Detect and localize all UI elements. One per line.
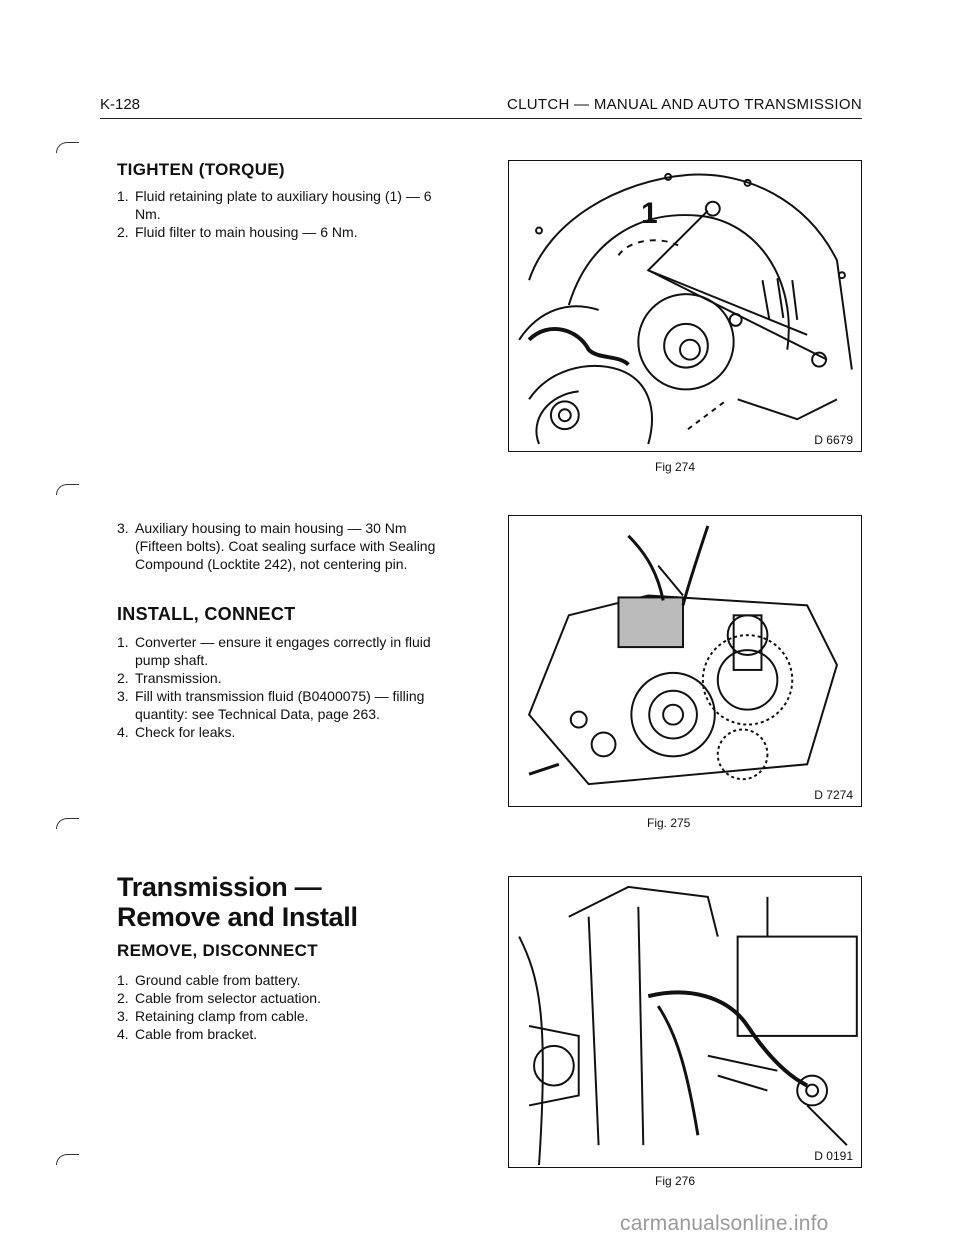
figure-274 [508, 160, 862, 452]
tighten-steps-b [117, 519, 452, 573]
list-item: 2. Cable from selector actuation. [117, 990, 321, 1006]
list-item: 3. Retaining clamp from cable. [117, 1008, 309, 1024]
list-item: 2. Transmission. [117, 670, 222, 686]
margin-mark [56, 142, 79, 153]
watermark-text: carmanualsonline.info [620, 1212, 829, 1235]
engine-bay-illustration [509, 877, 861, 1167]
install-heading: INSTALL, CONNECT [117, 604, 296, 624]
list-item: 1. Converter — ensure it engages correctly in fluid pump shaft. [117, 634, 431, 668]
margin-mark [56, 1154, 79, 1165]
list-item: 1. Ground cable from battery. [117, 972, 301, 988]
remove-steps [117, 971, 452, 1043]
list-item: 4. Check for leaks. [117, 724, 236, 740]
section-header-title: CLUTCH — MANUAL AND AUTO TRANSMISSION [506, 96, 862, 113]
housing-illustration [509, 161, 861, 451]
list-item: 2. Fluid filter to main housing — 6 Nm. [117, 224, 358, 240]
figure-code: D 7274 [814, 788, 853, 802]
margin-mark [56, 818, 79, 829]
figure-code: D 6679 [814, 433, 853, 447]
figure-code: D 0191 [814, 1149, 853, 1163]
figure-caption: Fig 276 [655, 1174, 696, 1188]
page-header [100, 96, 862, 119]
list-item: 3. Fill with transmission fluid (B0400075) — filling quantity: see Technical Data, page 263. [117, 688, 425, 722]
figure-caption: Fig 274 [655, 460, 696, 474]
tighten-heading: TIGHTEN (TORQUE) [117, 160, 285, 179]
page-number: K-128 [100, 96, 141, 113]
list-item: 3. Auxiliary housing to main housing — 30 Nm (Fifteen bolts). Coat sealing surface with Sealing Compound (Locktite 242), not centering pin. [117, 520, 436, 572]
callout-label: 1 [641, 197, 658, 230]
figure-caption: Fig. 275 [647, 816, 691, 830]
remove-heading: REMOVE, DISCONNECT [117, 941, 318, 960]
section-title: Transmission — Remove and Install [117, 872, 358, 932]
list-item: 1. Fluid retaining plate to auxiliary housing (1) — 6 Nm. [117, 188, 432, 222]
margin-mark [56, 484, 79, 495]
tighten-steps-a [117, 187, 447, 241]
transmission-illustration [509, 516, 861, 806]
install-steps [117, 633, 452, 741]
list-item: 4. Cable from bracket. [117, 1026, 258, 1042]
figure-275 [508, 515, 862, 807]
figure-276 [508, 876, 862, 1168]
